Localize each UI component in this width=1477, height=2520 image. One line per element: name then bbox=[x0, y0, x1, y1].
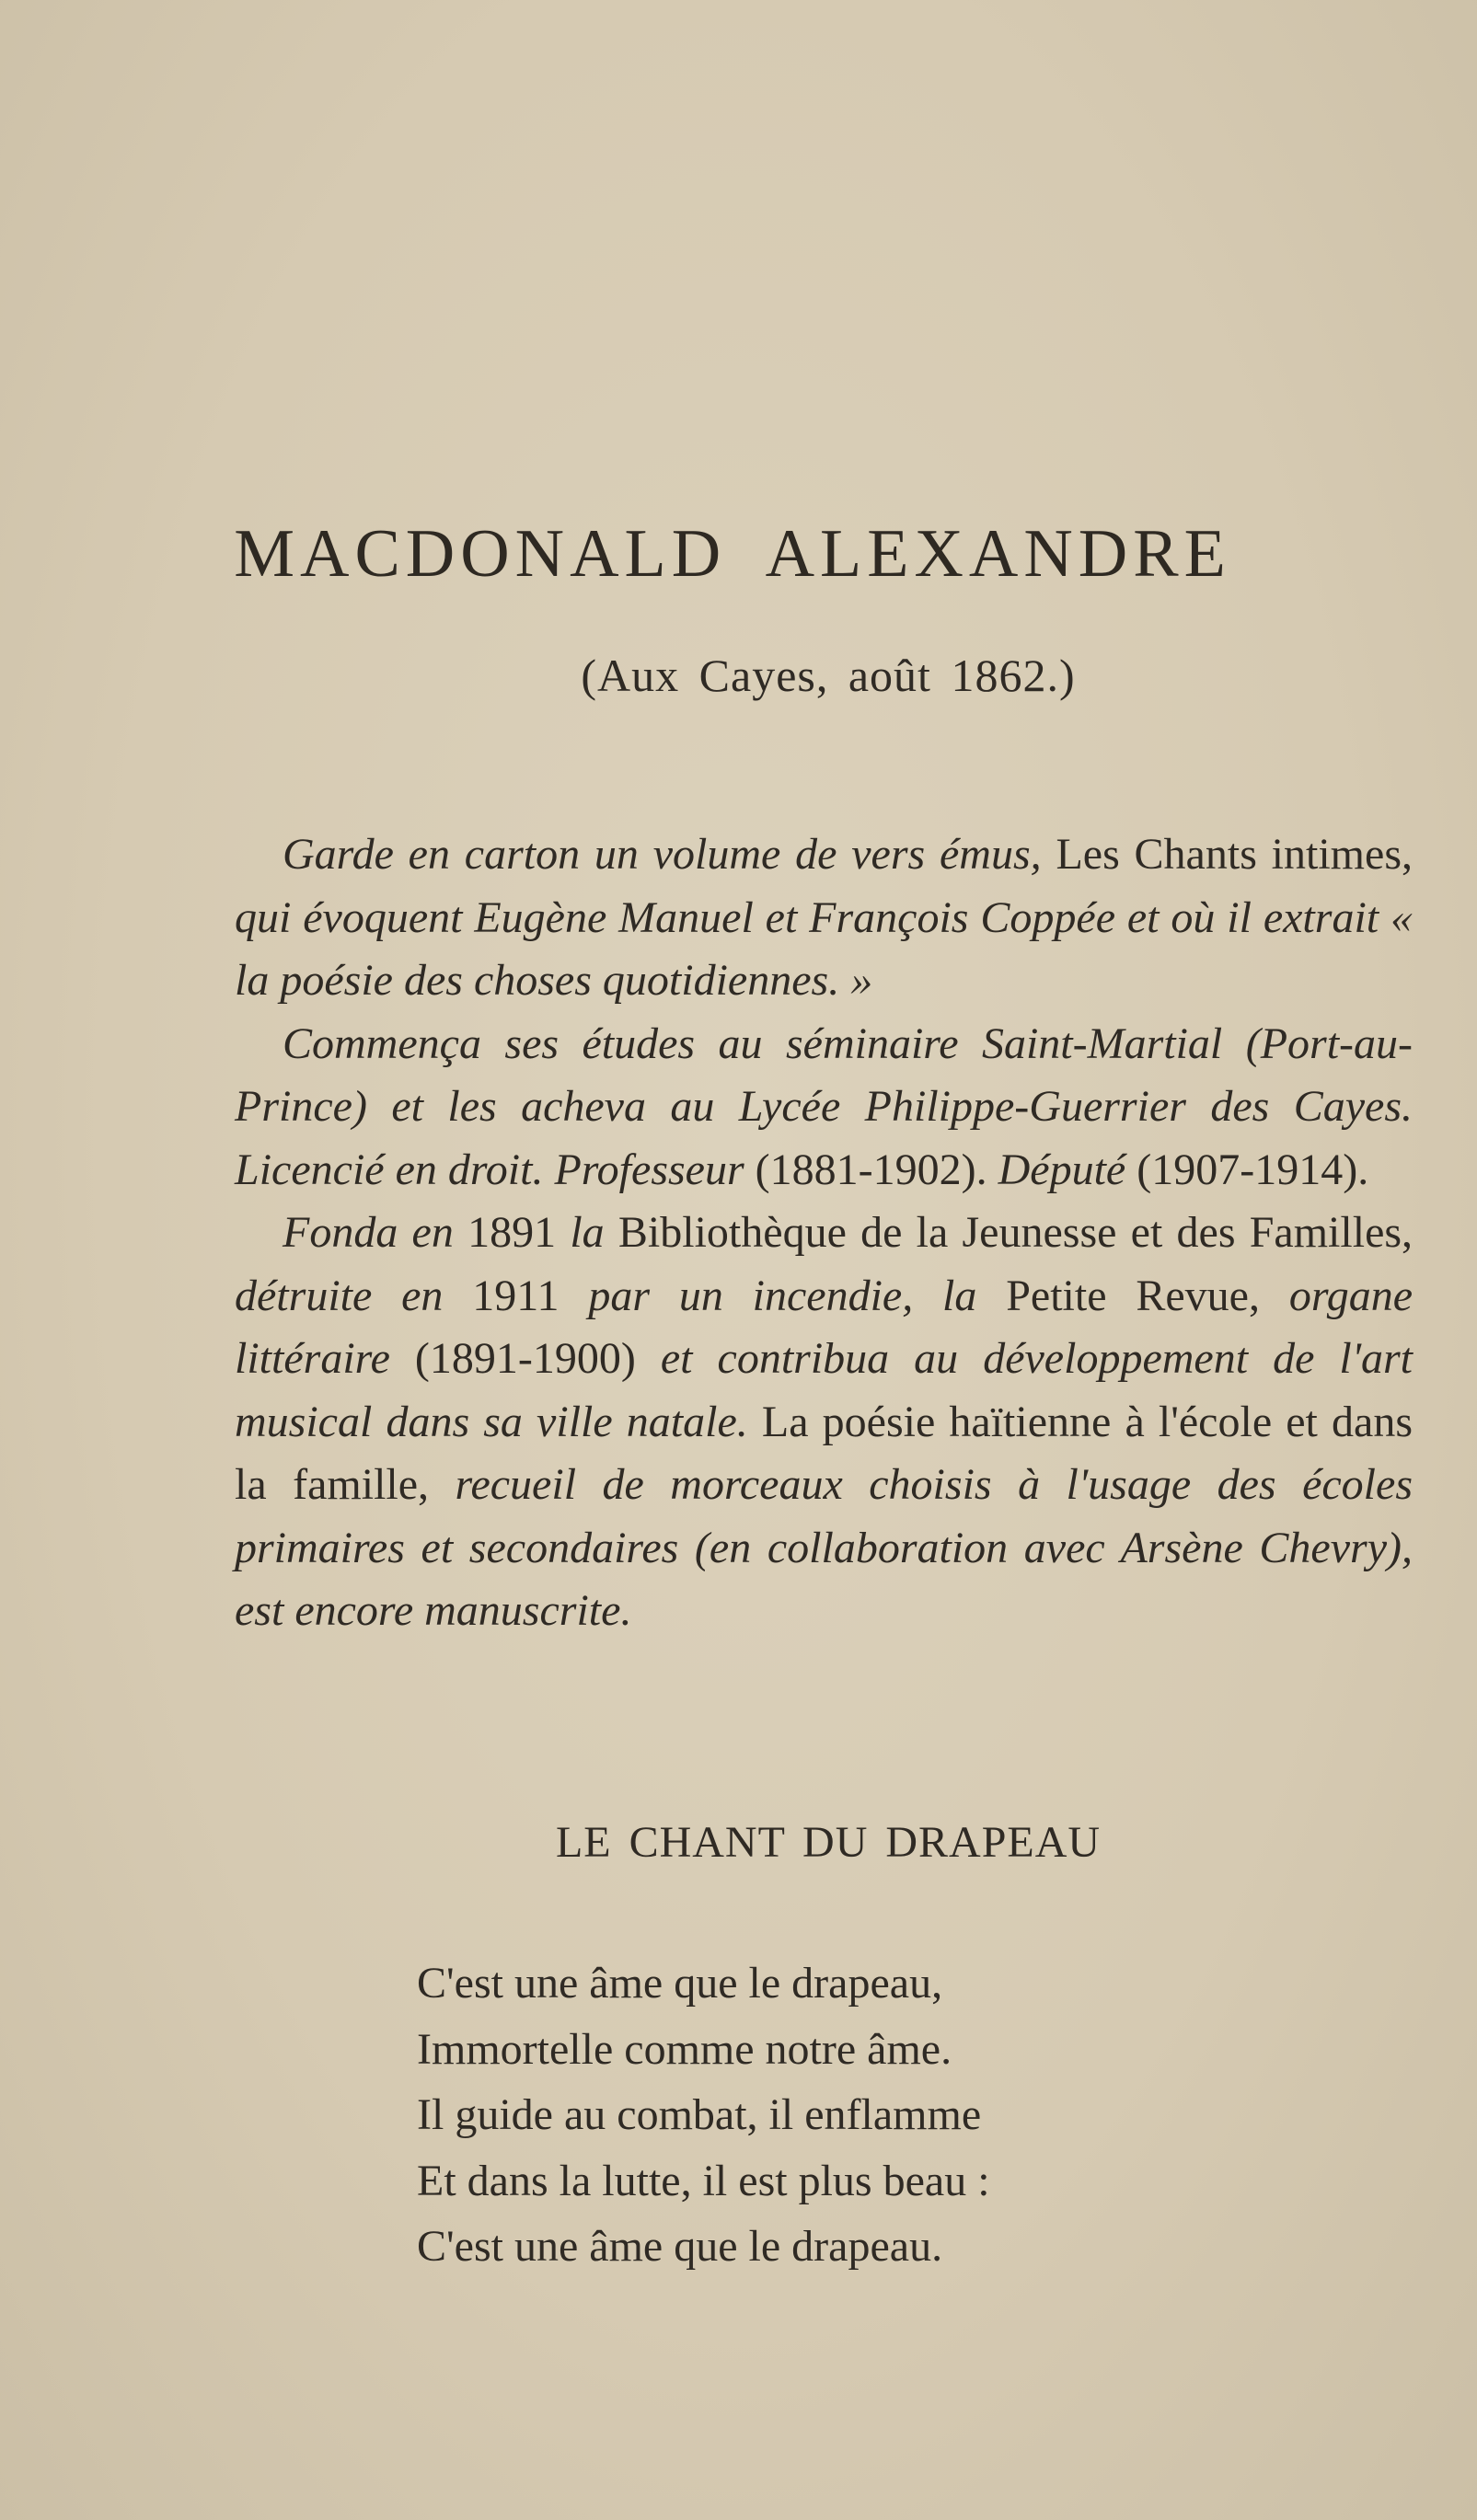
bio-text: organe littéraire bbox=[235, 1271, 1414, 1383]
birth-info: (Aux Cayes, août 1862.) bbox=[581, 650, 1076, 701]
bio-text: la bbox=[570, 1208, 605, 1257]
poem-line: C'est une âme que le drapeau, bbox=[417, 1959, 943, 2008]
periodical-title: Petite Revue, bbox=[1006, 1271, 1260, 1320]
poem-line: Et dans la lutte, il est plus beau : bbox=[417, 2156, 990, 2205]
bio-text: Député bbox=[998, 1145, 1126, 1194]
poem-title: LE CHANT DU DRAPEAU bbox=[555, 1818, 1102, 1867]
bio-text: qui évoquent Eugène Manuel et François Coppée et où il extrait « la poésie des choses quotidiennes. » bbox=[235, 892, 1413, 1005]
poem-line: Il guide au combat, il enflamme bbox=[417, 2090, 982, 2139]
bio-text: Garde en carton un volume de vers émus, bbox=[283, 830, 1042, 879]
book-title: La poésie haïtienne à l'école et dans la famille, bbox=[235, 1397, 1413, 1509]
date-range: (1907-1914). bbox=[1137, 1145, 1369, 1194]
bio-text: et contribua au développement de l'art musical dans sa ville natale. bbox=[235, 1334, 1414, 1446]
year: 1911 bbox=[472, 1271, 560, 1320]
book-title: Les Chants intimes, bbox=[1056, 830, 1414, 879]
biography-section bbox=[235, 823, 1413, 1643]
poem-line: Immortelle comme notre âme. bbox=[417, 2024, 952, 2074]
date-range: (1881-1902). bbox=[755, 1145, 987, 1194]
institution-name: Bibliothèque de la Jeunesse et des Familles, bbox=[617, 1208, 1414, 1257]
bio-paragraph-3 bbox=[235, 1202, 1413, 1643]
bio-paragraph-2 bbox=[235, 1013, 1413, 1202]
bio-text: recueil de morceaux choisis à l'usage des écoles primaires et secondaires (en collaboration avec Arsène Chevry), est encore manuscrite. bbox=[235, 1460, 1414, 1635]
bio-text: Fonda en bbox=[283, 1208, 454, 1257]
bio-text: détruite en bbox=[235, 1271, 444, 1320]
author-name-heading: MACDONALD ALEXANDRE bbox=[234, 516, 1231, 592]
date-range: (1891-1900) bbox=[414, 1334, 636, 1383]
poem-line: C'est une âme que le drapeau. bbox=[417, 2222, 943, 2271]
bio-text: Commença ses études au séminaire Saint-Martial (Port-au-Prince) et les acheva au Lycée Philippe-Guerrier des Cayes. Licencié en droit. Professeur bbox=[235, 1018, 1413, 1194]
bio-paragraph-1 bbox=[235, 823, 1413, 1013]
poem-body bbox=[417, 1950, 1245, 2280]
bio-text: par un incendie, la bbox=[588, 1271, 977, 1320]
year: 1891 bbox=[467, 1208, 557, 1257]
